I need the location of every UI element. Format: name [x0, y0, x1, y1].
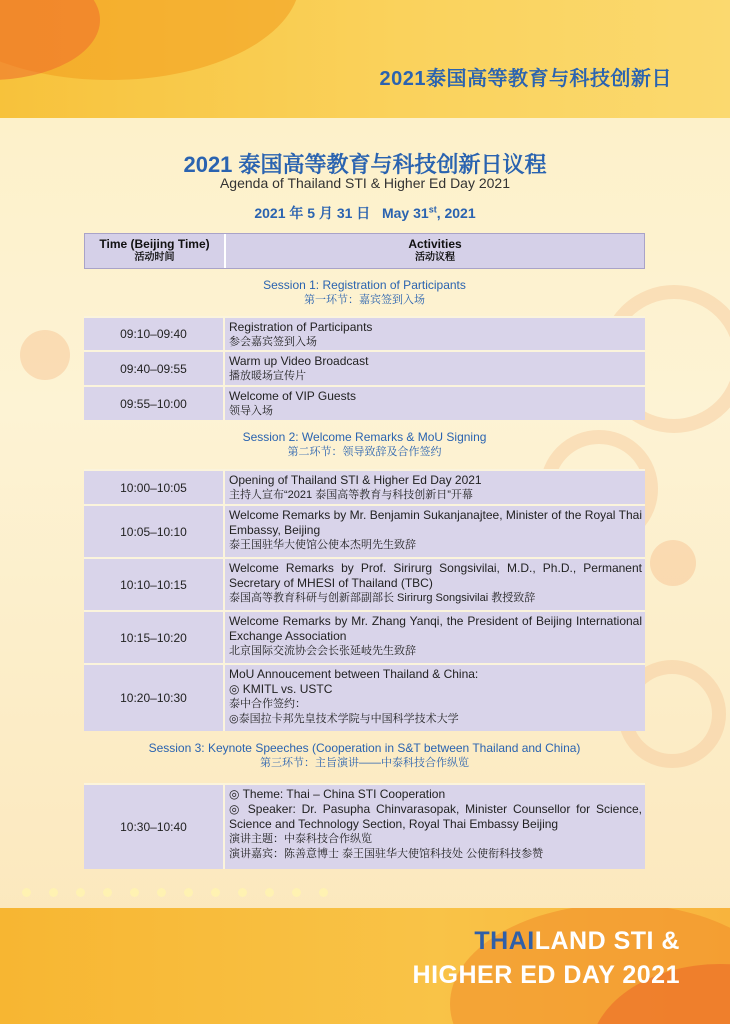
- table-row: [84, 783, 645, 869]
- decor-dot: [211, 888, 220, 897]
- decor-dot: [238, 888, 247, 897]
- row-activity: Welcome Remarks by Prof. Sirirurg Songsivilai, M.D., Ph.D., Permanent Secretary of MHESI of Thailand (TBC) 泰国高等教育科研与创新部副部长 Sirirurg Songsivilai 教授致辞: [229, 561, 642, 604]
- row-time: 10:00–10:05: [84, 471, 225, 504]
- table-row: [84, 469, 645, 504]
- table-row: [84, 350, 645, 385]
- table-row: [84, 504, 645, 557]
- row-time: 09:55–10:00: [84, 387, 225, 420]
- row-time: 09:40–09:55: [84, 352, 225, 385]
- table-header: [84, 233, 645, 269]
- table-row: [84, 610, 645, 663]
- table-row: [84, 663, 645, 731]
- page-title: 2021 泰国高等教育与科技创新日议程: [183, 152, 547, 177]
- table-row: [84, 316, 645, 350]
- row-activity: Opening of Thailand STI & Higher Ed Day 2021 主持人宣布“2021 泰国高等教育与科技创新日”开幕: [229, 473, 482, 501]
- footer-event-title: THAILAND STI & HIGHER ED DAY 2021: [412, 927, 680, 989]
- session-heading: Session 1: Registration of Participants 第一环节：嘉宾签到入场: [263, 278, 466, 306]
- table-row: [84, 385, 645, 420]
- row-time: 10:05–10:10: [84, 506, 225, 557]
- row-activity: Welcome Remarks by Mr. Zhang Yanqi, the President of Beijing International Exchange Association 北京国际交流协会会长张延岐先生致辞: [229, 614, 642, 657]
- table-row: [84, 557, 645, 610]
- decor-dot: [22, 888, 31, 897]
- row-time: 10:20–10:30: [84, 665, 225, 731]
- decor-dot: [76, 888, 85, 897]
- decor-dot: [265, 888, 274, 897]
- row-time: 10:15–10:20: [84, 612, 225, 663]
- decor-dot: [650, 540, 696, 586]
- date-cn: 2021 年 5 月 31 日: [254, 205, 371, 221]
- decor-dot: [184, 888, 193, 897]
- event-date: [0, 203, 730, 223]
- col-activities-header: Activities 活动议程: [408, 237, 462, 263]
- row-activity: MoU Annoucement between Thailand & China: ◎ KMITL vs. USTC 泰中合作签约： ◎泰国拉卡邦先皇技术学院与中国科学技术大学: [229, 667, 479, 725]
- session-heading: Session 3: Keynote Speeches (Cooperation in S&T between Thailand and China) 第三环节：主旨演讲——中泰科技合作纵览: [148, 741, 581, 769]
- decor-dot: [292, 888, 301, 897]
- col-time-header: Time (Beijing Time) 活动时间: [85, 234, 226, 268]
- row-time: 09:10–09:40: [84, 318, 225, 350]
- decor-dot: [130, 888, 139, 897]
- decor-dot: [20, 330, 70, 380]
- row-activity: Registration of Participants 参会嘉宾签到入场: [229, 320, 373, 348]
- header-banner: [0, 0, 730, 118]
- decor-dot: [103, 888, 112, 897]
- agenda-table: [84, 233, 645, 869]
- row-activity: ◎ Theme: Thai – China STI Cooperation ◎ Speaker: Dr. Pasupha Chinvarasopak, Minister Counsellor for Science, Science and Technology Section, Royal Thai Embassy Beijing 演讲主题：中泰科技合作纵览 演讲嘉宾：陈善意博士 泰王国驻华大使馆科技处 公使衔科技参赞: [229, 787, 642, 860]
- footer-banner: [0, 908, 730, 1024]
- page-subtitle: Agenda of Thailand STI & Higher Ed Day 2021: [219, 175, 511, 191]
- decor-dot: [49, 888, 58, 897]
- date-en: May 31st, 2021: [381, 204, 476, 221]
- header-brand-title: 2021泰国高等教育与科技创新日: [379, 68, 672, 90]
- session-heading: Session 2: Welcome Remarks & MoU Signing 第二环节：领导致辞及合作签约: [242, 430, 487, 458]
- row-activity: Welcome Remarks by Mr. Benjamin Sukanjanajtee, Minister of the Royal Thai Embassy, Beijing 泰王国驻华大使馆公使本杰明先生致辞: [229, 508, 642, 551]
- row-time: 10:30–10:40: [84, 785, 225, 869]
- row-activity: Warm up Video Broadcast 播放暖场宣传片: [229, 354, 369, 382]
- decor-dot: [157, 888, 166, 897]
- row-activity: Welcome of VIP Guests 领导入场: [229, 389, 356, 417]
- row-time: 10:10–10:15: [84, 559, 225, 610]
- decor-dot: [319, 888, 328, 897]
